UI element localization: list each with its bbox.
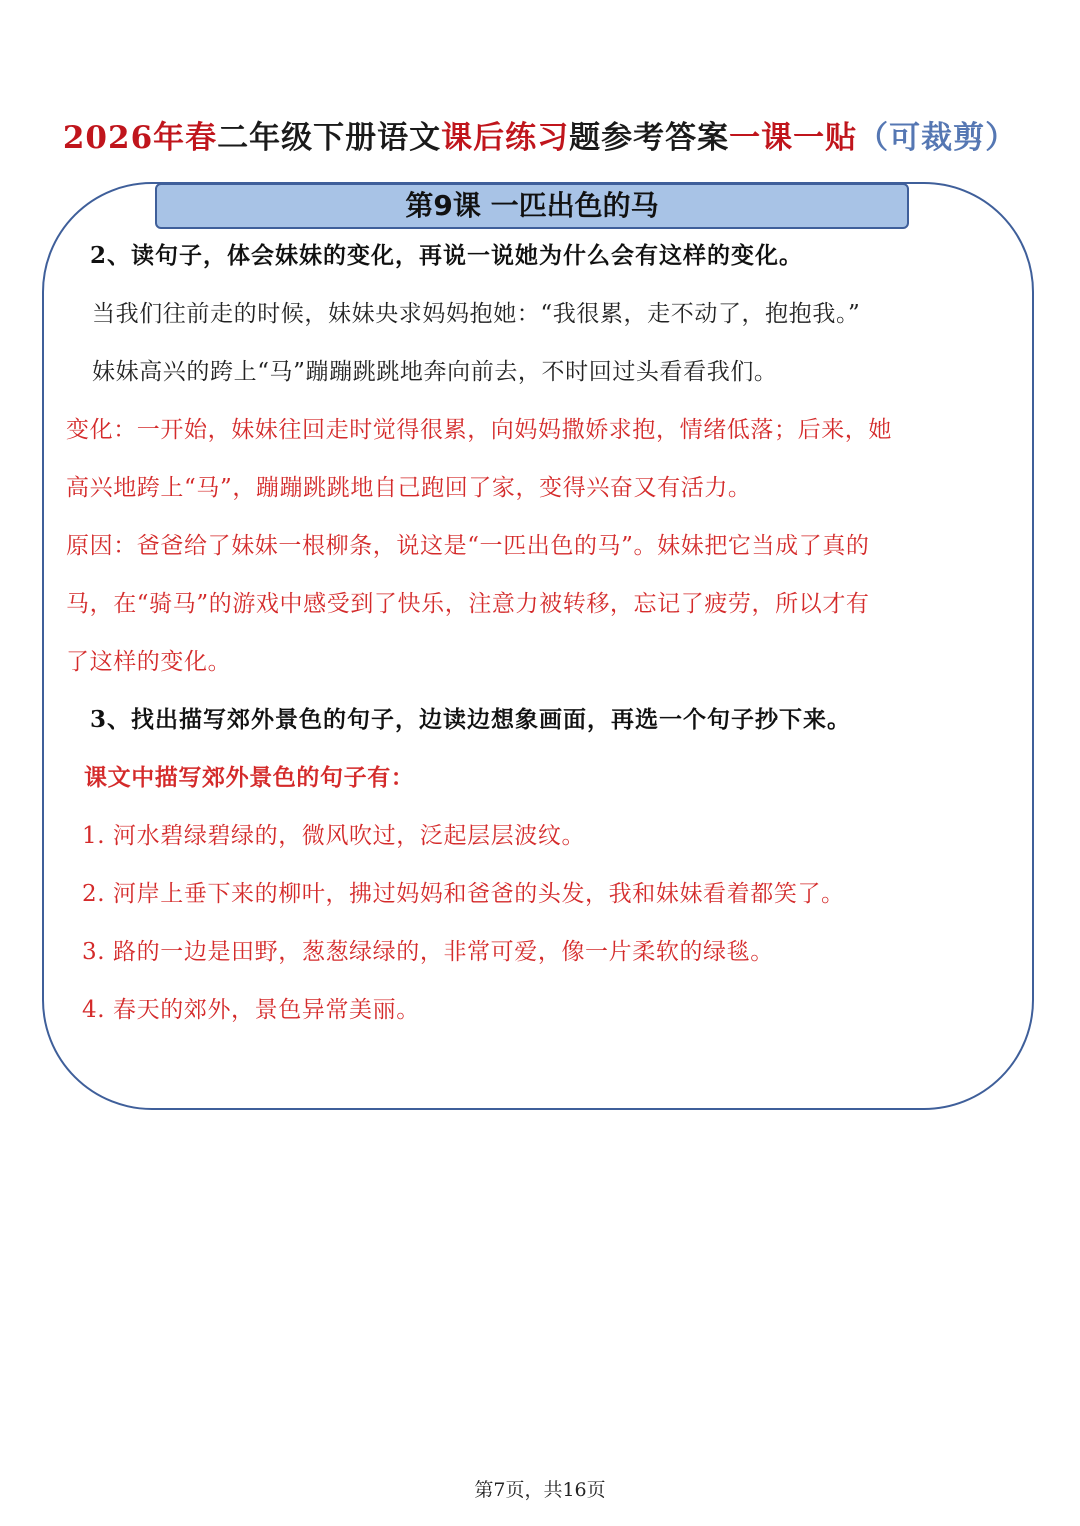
list-item: 2. 河岸上垂下来的柳叶，拂过妈妈和爸爸的头发，我和妹妹看着都笑了。 [82,881,845,907]
title-cuttable: （可裁剪） [857,120,1018,156]
change-answer-line-1: 变化：一开始，妹妹往回走时觉得很累，向妈妈撒娇求抱，情绪低落；后来，她 [66,417,892,443]
quote-sentence-1: 当我们往前走的时候，妹妹央求妈妈抱她：“我很累，走不动了，抱抱我。” [92,301,861,327]
title-grade: 二年级下册语文 [217,120,442,156]
change-answer-line-2: 高兴地跨上“马”，蹦蹦跳跳地自己跑回了家，变得兴奋又有活力。 [66,475,752,501]
page-number: 第7页，共16页 [474,1479,606,1501]
question-3: 3、找出描写郊外景色的句子，边读边想象画面，再选一个句子抄下来。 [90,706,852,733]
list-item: 3. 路的一边是田野，葱葱绿绿的，非常可爱，像一片柔软的绿毯。 [82,939,774,965]
title-year: 2026年春 [62,120,218,156]
quote-sentence-2: 妹妹高兴的跨上“马”蹦蹦跳跳地奔向前去，不时回过头看看我们。 [92,359,778,385]
question-2: 2、读句子，体会妹妹的变化，再说一说她为什么会有这样的变化。 [90,242,804,269]
title-exercise: 课后练习 [441,120,570,156]
reason-answer-line-2: 马，在“骑马”的游戏中感受到了快乐，注意力被转移，忘记了疲劳，所以才有 [66,591,870,617]
answer-heading: 课文中描写郊外景色的句子有： [84,764,415,791]
title-per-lesson: 一课一贴 [729,120,858,156]
lesson-title: 第9课 一匹出色的马 [155,183,909,229]
list-item: 1. 河水碧绿碧绿的，微风吹过，泛起层层波纹。 [82,823,586,849]
list-item: 4. 春天的郊外，景色异常美丽。 [82,997,420,1023]
page-title [0,112,1080,157]
title-answers: 题参考答案 [569,120,730,156]
reason-answer-line-3: 了这样的变化。 [66,649,232,675]
reason-answer-line-1: 原因：爸爸给了妹妹一根柳条，说这是“一匹出色的马”。妹妹把它当成了真的 [66,533,870,559]
